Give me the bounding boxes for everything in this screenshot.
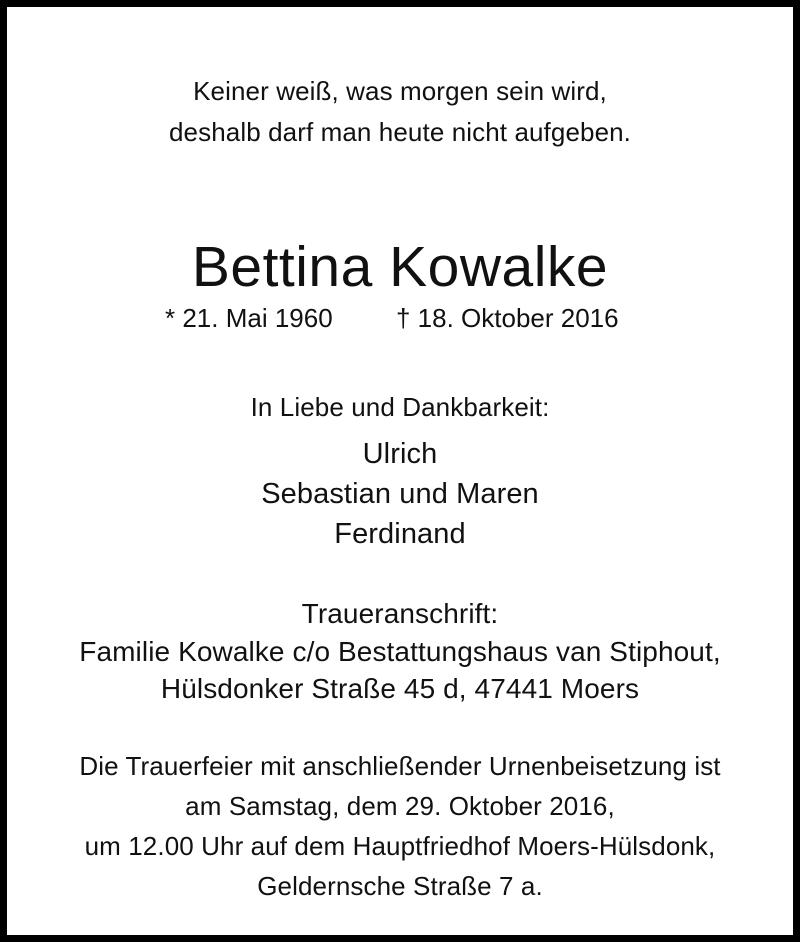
ceremony-line-1: Die Trauerfeier mit anschließender Urnenbeisetzung ist [79,751,721,781]
mourners-intro: In Liebe und Dankbarkeit: [250,392,550,422]
life-dates [7,301,793,335]
motto-line-2: deshalb darf man heute nicht aufgeben. [168,117,632,147]
address-line-2: Hülsdonker Straße 45 d, 47441 Moers [160,673,640,704]
ceremony-line-4: Geldernsche Straße 7 a. [257,871,543,901]
ceremony-line-3: um 12.00 Uhr auf dem Hauptfriedhof Moers-Hülsdonk, [84,831,716,861]
mourner-name: Sebastian und Maren [261,478,539,510]
address-line-1: Familie Kowalke c/o Bestattungshaus van Stiphout, [79,636,721,667]
ceremony-line-2: am Samstag, dem 29. Oktober 2016, [185,791,615,821]
death-date: † 18. Oktober 2016 [396,303,619,333]
deceased-name: Bettina Kowalke [191,235,609,299]
mourner-name: Ulrich [362,438,438,470]
motto-line-1: Keiner weiß, was morgen sein wird, [193,76,607,106]
address-heading: Traueranschrift: [301,598,499,629]
birth-date: * 21. Mai 1960 [165,303,333,333]
mourner-name: Ferdinand [334,518,466,550]
